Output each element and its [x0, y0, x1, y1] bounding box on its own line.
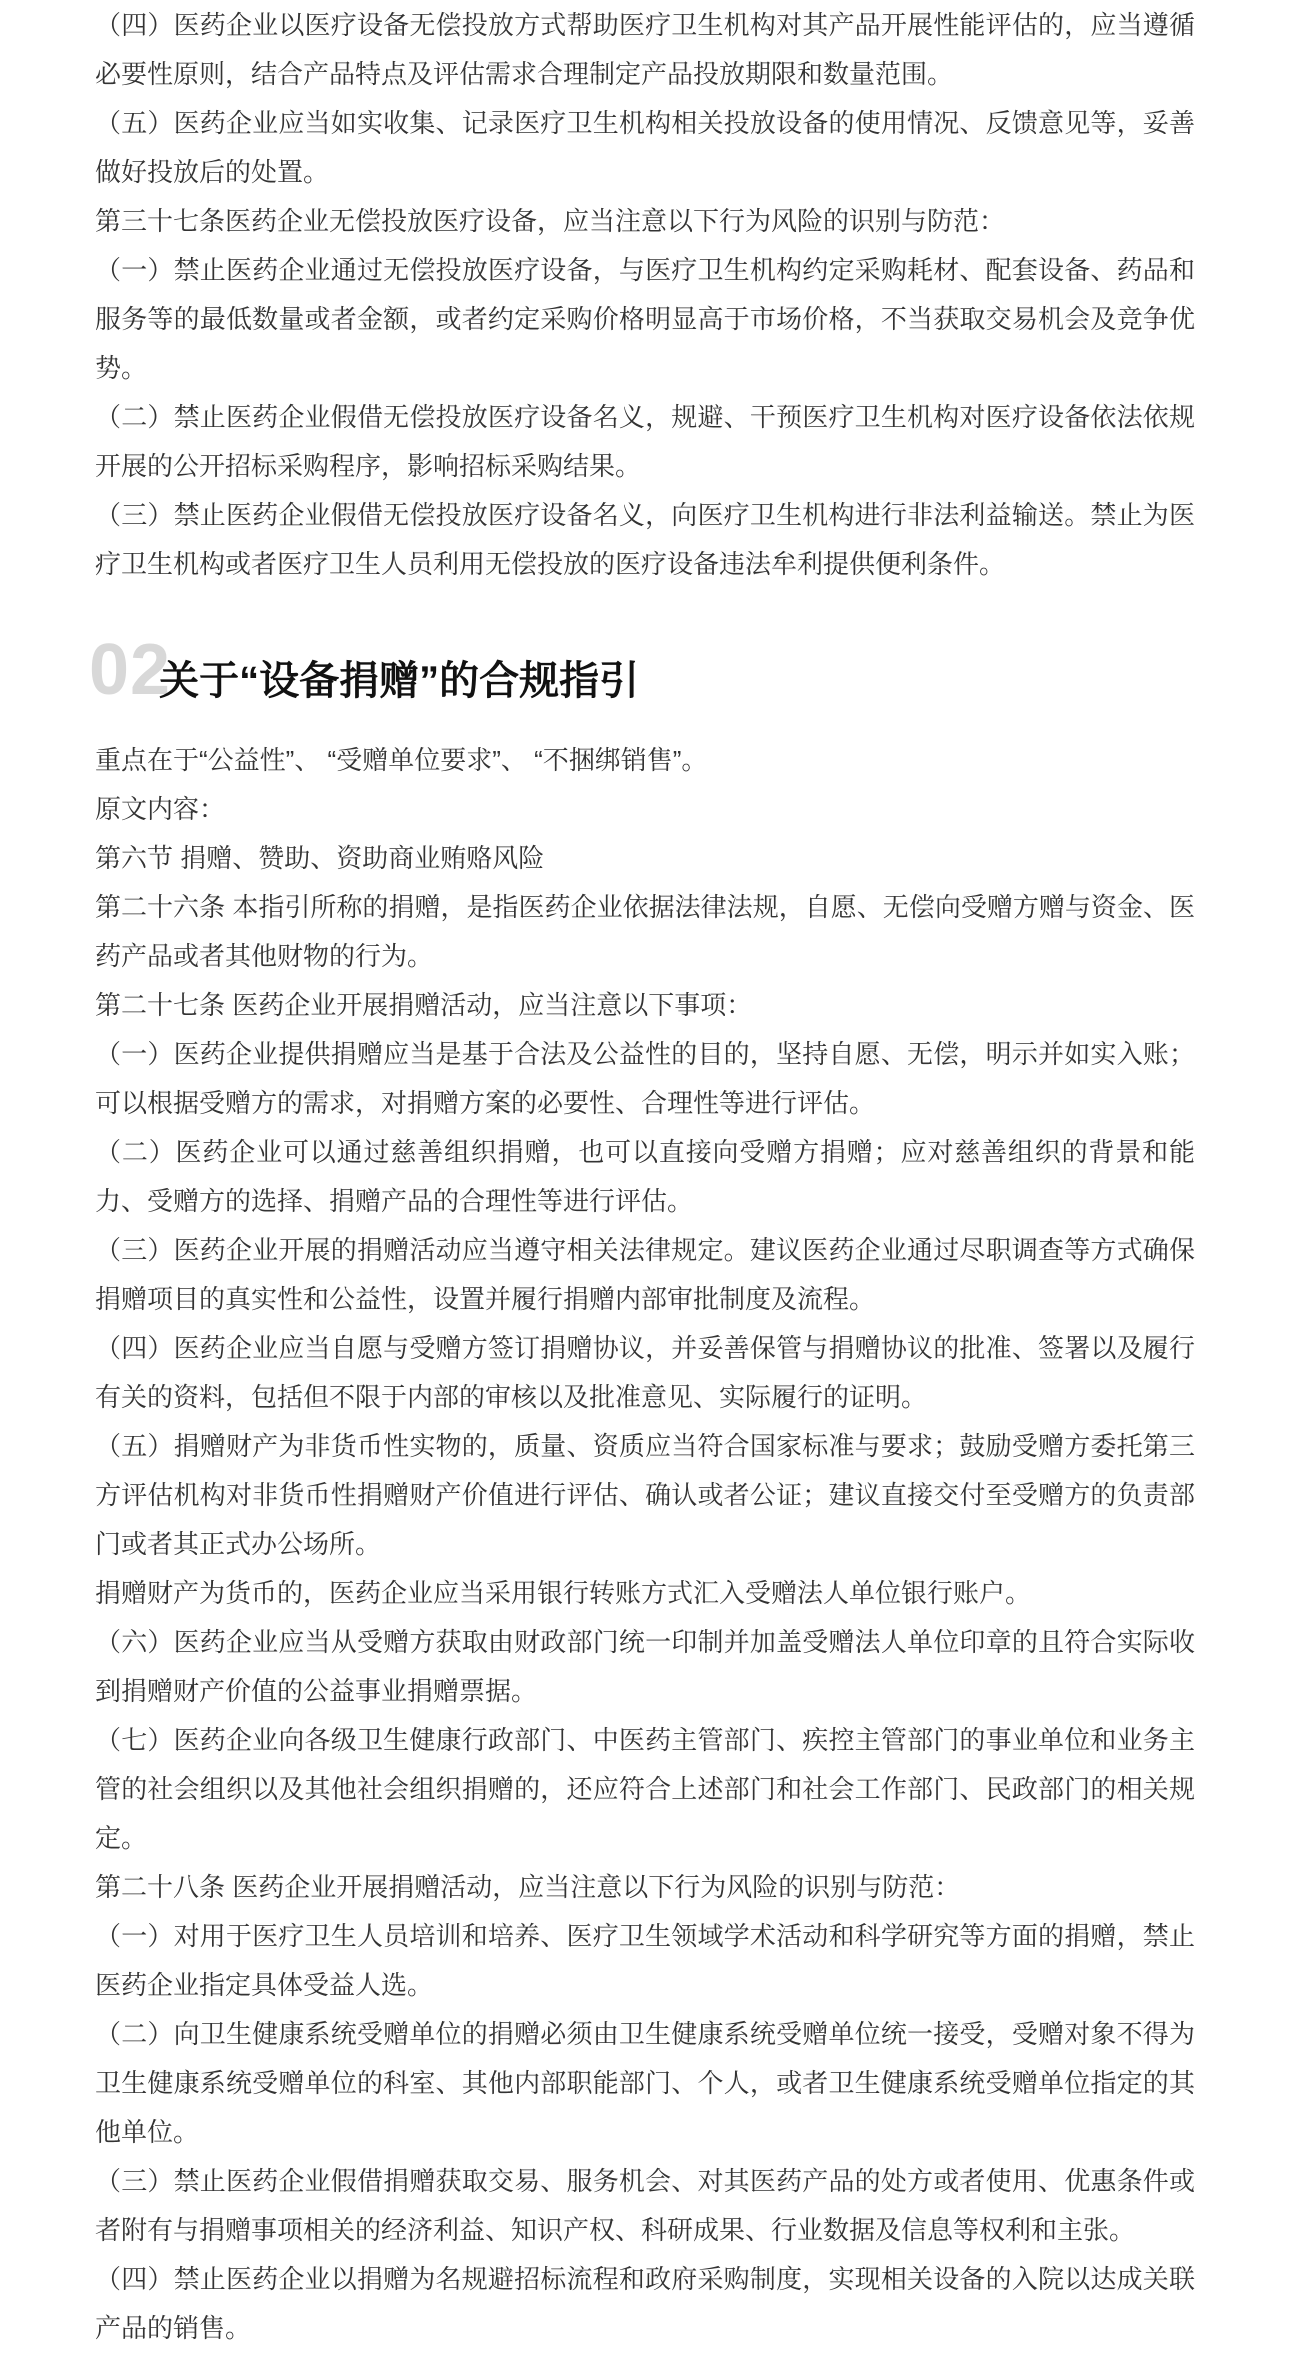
paragraph: （三）禁止医药企业假借无偿投放医疗设备名义，向医疗卫生机构进行非法利益输送。禁止为医疗卫生机构或者医疗卫生人员利用无偿投放的医疗设备违法牟利提供便利条件。	[95, 500, 1195, 579]
paragraph: （一）禁止医药企业通过无偿投放医疗设备，与医疗卫生机构约定采购耗材、配套设备、药品和服务等的最低数量或者金额，或者约定采购价格明显高于市场价格，不当获取交易机会及竞争优势。	[95, 255, 1195, 383]
section-device-donation	[95, 736, 1195, 2353]
paragraph: （六）医药企业应当从受赠方获取由财政部门统一印制并加盖受赠法人单位印章的且符合实际收到捐赠财产价值的公益事业捐赠票据。	[95, 1627, 1195, 1706]
paragraph: 第三十七条医药企业无偿投放医疗设备，应当注意以下行为风险的识别与防范：	[95, 206, 1006, 236]
paragraph: 重点在于“公益性”、 “受赠单位要求”、 “不捆绑销售”。	[95, 745, 708, 775]
paragraph: （七）医药企业向各级卫生健康行政部门、中医药主管部门、疾控主管部门的事业单位和业务主管的社会组织以及其他社会组织捐赠的，还应符合上述部门和社会工作部门、民政部门的相关规定。	[95, 1725, 1195, 1853]
paragraph: 第二十七条 医药企业开展捐赠活动，应当注意以下事项：	[95, 990, 753, 1020]
paragraph: 原文内容：	[95, 794, 226, 824]
paragraph: （二）医药企业可以通过慈善组织捐赠，也可以直接向受赠方捐赠；应对慈善组织的背景和能力、受赠方的选择、捐赠产品的合理性等进行评估。	[95, 1137, 1195, 1216]
paragraph: 第六节 捐赠、赞助、资助商业贿赂风险	[95, 843, 545, 873]
paragraph: （一）对用于医疗卫生人员培训和培养、医疗卫生领域学术活动和科学研究等方面的捐赠，禁止医药企业指定具体受益人选。	[95, 1921, 1195, 2000]
paragraph: （四）医药企业应当自愿与受赠方签订捐赠协议，并妥善保管与捐赠协议的批准、签署以及履行有关的资料，包括但不限于内部的审核以及批准意见、实际履行的证明。	[95, 1333, 1195, 1412]
paragraph: 第二十六条 本指引所称的捐赠，是指医药企业依据法律法规，自愿、无偿向受赠方赠与资金、医药产品或者其他财物的行为。	[95, 892, 1195, 971]
paragraph: （四）医药企业以医疗设备无偿投放方式帮助医疗卫生机构对其产品开展性能评估的，应当遵循必要性原则，结合产品特点及评估需求合理制定产品投放期限和数量范围。	[95, 10, 1195, 89]
paragraph: （五）医药企业应当如实收集、记录医疗卫生机构相关投放设备的使用情况、反馈意见等，妥善做好投放后的处置。	[95, 108, 1195, 187]
section-device-free-placement	[95, 1, 1195, 589]
paragraph: 捐赠财产为货币的，医药企业应当采用银行转账方式汇入受赠法人单位银行账户。	[95, 1578, 1032, 1608]
section-header	[89, 630, 1195, 710]
paragraph: （三）医药企业开展的捐赠活动应当遵守相关法律规定。建议医药企业通过尽职调查等方式确保捐赠项目的真实性和公益性，设置并履行捐赠内部审批制度及流程。	[95, 1235, 1195, 1314]
paragraph: 第二十八条 医药企业开展捐赠活动，应当注意以下行为风险的识别与防范：	[95, 1872, 961, 1902]
paragraph: （二）向卫生健康系统受赠单位的捐赠必须由卫生健康系统受赠单位统一接受，受赠对象不得为卫生健康系统受赠单位的科室、其他内部职能部门、个人，或者卫生健康系统受赠单位指定的其他单位。	[95, 2019, 1195, 2147]
section-title: 关于“设备捐赠”的合规指引	[159, 659, 640, 703]
paragraph: （一）医药企业提供捐赠应当是基于合法及公益性的目的，坚持自愿、无偿，明示并如实入账；可以根据受赠方的需求，对捐赠方案的必要性、合理性等进行评估。	[95, 1039, 1195, 1118]
paragraph: （五）捐赠财产为非货币性实物的，质量、资质应当符合国家标准与要求；鼓励受赠方委托第三方评估机构对非货币性捐赠财产价值进行评估、确认或者公证；建议直接交付至受赠方的负责部门或者其正式办公场所。	[95, 1431, 1195, 1559]
section-number: 02	[89, 630, 172, 710]
paragraph: （四）禁止医药企业以捐赠为名规避招标流程和政府采购制度，实现相关设备的入院以达成关联产品的销售。	[95, 2264, 1195, 2343]
paragraph: （三）禁止医药企业假借捐赠获取交易、服务机会、对其医药产品的处方或者使用、优惠条件或者附有与捐赠事项相关的经济利益、知识产权、科研成果、行业数据及信息等权利和主张。	[95, 2166, 1195, 2245]
paragraph: （二）禁止医药企业假借无偿投放医疗设备名义，规避、干预医疗卫生机构对医疗设备依法依规开展的公开招标采购程序，影响招标采购结果。	[95, 402, 1195, 481]
